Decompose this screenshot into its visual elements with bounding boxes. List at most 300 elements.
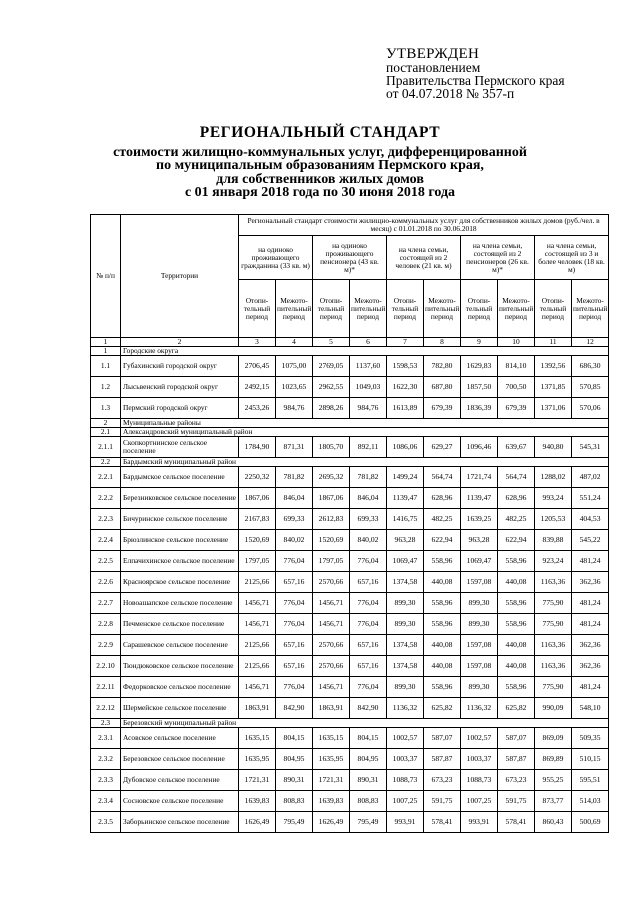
table-body (91, 347, 609, 833)
section-title: Бардымский муниципальный район (121, 458, 609, 467)
header-heating: Отопи-тельный период (461, 280, 498, 338)
row-code: 2.2.1 (91, 467, 121, 488)
territory-name: Бардымское сельское поселение (121, 467, 239, 488)
column-index: 5 (313, 338, 350, 347)
value-cell: 1139,47 (387, 488, 424, 509)
value-cell: 840,02 (276, 530, 313, 551)
row-code: 2.3 (91, 719, 121, 728)
value-cell: 1721,31 (313, 770, 350, 791)
value-cell: 923,24 (535, 551, 572, 572)
value-cell: 1635,95 (239, 749, 276, 770)
value-cell: 1456,71 (239, 677, 276, 698)
row-code: 1 (91, 347, 121, 356)
value-cell: 1598,53 (387, 356, 424, 377)
value-cell: 558,96 (498, 593, 535, 614)
value-cell: 699,33 (276, 509, 313, 530)
value-cell: 673,23 (498, 770, 535, 791)
value-cell: 673,23 (424, 770, 461, 791)
value-cell: 1371,06 (535, 398, 572, 419)
territory-name: Пермский городской округ (121, 398, 239, 419)
value-cell: 440,08 (498, 635, 535, 656)
value-cell: 558,96 (498, 551, 535, 572)
territory-name: Лысьвенский городской округ (121, 377, 239, 398)
value-cell: 2453,26 (239, 398, 276, 419)
approval-stamp (386, 48, 565, 100)
section-title: Березовский муниципальный район (121, 719, 609, 728)
value-cell: 628,96 (498, 488, 535, 509)
row-code: 2.1 (91, 428, 121, 437)
value-cell: 578,41 (498, 812, 535, 833)
value-cell: 2570,66 (313, 635, 350, 656)
table-row (91, 698, 609, 719)
header-nonheating: Межото-пительный период (424, 280, 461, 338)
value-cell: 846,04 (350, 488, 387, 509)
value-cell: 1088,73 (461, 770, 498, 791)
column-index: 7 (387, 338, 424, 347)
subtitle-line-2: по муниципальным образованиям Пермского края, (156, 158, 484, 174)
value-cell: 892,11 (350, 437, 387, 458)
value-cell: 775,90 (535, 593, 572, 614)
value-cell: 481,24 (572, 593, 609, 614)
value-cell: 657,16 (276, 656, 313, 677)
value-cell: 1069,47 (387, 551, 424, 572)
value-cell: 899,30 (461, 593, 498, 614)
table-row (91, 437, 609, 458)
value-cell: 1836,39 (461, 398, 498, 419)
value-cell: 1136,32 (387, 698, 424, 719)
value-cell: 622,94 (424, 530, 461, 551)
value-cell: 899,30 (387, 593, 424, 614)
value-cell: 2962,55 (313, 377, 350, 398)
column-index: 4 (276, 338, 313, 347)
value-cell: 545,22 (572, 530, 609, 551)
table-row (91, 530, 609, 551)
value-cell: 804,95 (276, 749, 313, 770)
value-cell: 587,07 (424, 728, 461, 749)
table-row (91, 656, 609, 677)
value-cell: 1374,58 (387, 572, 424, 593)
value-cell: 514,03 (572, 791, 609, 812)
value-cell: 1857,50 (461, 377, 498, 398)
value-cell: 2898,26 (313, 398, 350, 419)
territory-name: Тюндюковское сельское поселение (121, 656, 239, 677)
table-row (91, 377, 609, 398)
value-cell: 1805,70 (313, 437, 350, 458)
value-cell: 440,08 (424, 635, 461, 656)
value-cell: 776,04 (276, 677, 313, 698)
value-cell: 1784,90 (239, 437, 276, 458)
column-index: 1 (91, 338, 121, 347)
value-cell: 776,04 (350, 614, 387, 635)
header-heating: Отопи-тельный период (387, 280, 424, 338)
column-index: 11 (535, 338, 572, 347)
value-cell: 1136,32 (461, 698, 498, 719)
value-cell: 509,35 (572, 728, 609, 749)
value-cell: 814,10 (498, 356, 535, 377)
value-cell: 362,36 (572, 656, 609, 677)
value-cell: 860,43 (535, 812, 572, 833)
value-cell: 1520,69 (313, 530, 350, 551)
value-cell: 591,75 (424, 791, 461, 812)
value-cell: 625,82 (424, 698, 461, 719)
header-nonheating: Межото-пительный период (498, 280, 535, 338)
territory-name: Дубовское сельское поселение (121, 770, 239, 791)
section-title: Городские округа (121, 347, 609, 356)
header-heating: Отопи-тельный период (535, 280, 572, 338)
value-cell: 1069,47 (461, 551, 498, 572)
value-cell: 1003,37 (461, 749, 498, 770)
value-cell: 1096,46 (461, 437, 498, 458)
value-cell: 1635,15 (239, 728, 276, 749)
value-cell: 940,80 (535, 437, 572, 458)
value-cell: 700,50 (498, 377, 535, 398)
territory-name: Елпачихинское сельское поселение (121, 551, 239, 572)
table-row (91, 509, 609, 530)
section-title: Муниципальные районы (121, 419, 609, 428)
value-cell: 2706,45 (239, 356, 276, 377)
territory-name: Федорковское сельское поселение (121, 677, 239, 698)
value-cell: 842,90 (276, 698, 313, 719)
row-code: 1.2 (91, 377, 121, 398)
value-cell: 440,08 (424, 572, 461, 593)
value-cell: 1626,49 (313, 812, 350, 833)
value-cell: 1721,74 (461, 467, 498, 488)
value-cell: 591,75 (498, 791, 535, 812)
value-cell: 625,82 (498, 698, 535, 719)
value-cell: 776,04 (350, 593, 387, 614)
row-code: 2 (91, 419, 121, 428)
value-cell: 657,16 (350, 656, 387, 677)
value-cell: 362,36 (572, 635, 609, 656)
territory-name: Заборьинское сельское поселение (121, 812, 239, 833)
value-cell: 842,90 (350, 698, 387, 719)
value-cell: 657,16 (276, 572, 313, 593)
value-cell: 1374,58 (387, 635, 424, 656)
table-row (91, 551, 609, 572)
value-cell: 1597,08 (461, 656, 498, 677)
value-cell: 873,77 (535, 791, 572, 812)
table-row (91, 812, 609, 833)
header-nonheating: Межото-пительный период (572, 280, 609, 338)
value-cell: 1597,08 (461, 572, 498, 593)
row-code: 2.2.4 (91, 530, 121, 551)
value-cell: 622,94 (498, 530, 535, 551)
value-cell: 404,53 (572, 509, 609, 530)
value-cell: 1613,89 (387, 398, 424, 419)
value-cell: 846,04 (276, 488, 313, 509)
header-heating: Отопи-тельный период (239, 280, 276, 338)
standards-table (90, 214, 609, 833)
header-number: № п/п (91, 215, 121, 338)
row-code: 2.3.3 (91, 770, 121, 791)
value-cell: 795,49 (276, 812, 313, 833)
subtitle-line-1: стоимости жилищно-коммунальных услуг, дифференцированной (113, 145, 527, 160)
section-title: Александровский муниципальный район (121, 428, 609, 437)
value-cell: 1863,91 (313, 698, 350, 719)
value-cell: 481,24 (572, 677, 609, 698)
value-cell: 1205,53 (535, 509, 572, 530)
value-cell: 679,39 (424, 398, 461, 419)
value-cell: 481,24 (572, 551, 609, 572)
territory-name: Губахинский городской округ (121, 356, 239, 377)
table-row (91, 572, 609, 593)
value-cell: 2125,66 (239, 572, 276, 593)
value-cell: 795,49 (350, 812, 387, 833)
value-cell: 1139,47 (461, 488, 498, 509)
territory-name: Бичуринское сельское поселение (121, 509, 239, 530)
value-cell: 1456,71 (313, 593, 350, 614)
territory-name: Шермейское сельское поселение (121, 698, 239, 719)
value-cell: 869,09 (535, 728, 572, 749)
value-cell: 1002,57 (387, 728, 424, 749)
header-territory: Территории (121, 215, 239, 338)
value-cell: 776,04 (276, 551, 313, 572)
value-cell: 558,96 (424, 551, 461, 572)
value-cell: 899,30 (387, 614, 424, 635)
value-cell: 487,02 (572, 467, 609, 488)
value-cell: 955,25 (535, 770, 572, 791)
territory-name: Березниковское сельское поселение (121, 488, 239, 509)
value-cell: 984,76 (276, 398, 313, 419)
value-cell: 781,82 (350, 467, 387, 488)
value-cell: 362,36 (572, 572, 609, 593)
value-cell: 558,96 (498, 614, 535, 635)
value-cell: 899,30 (461, 677, 498, 698)
header-group-title: Региональный стандарт стоимости жилищно-коммунальных услуг для собственников жилых домов (руб./чел. в месяц) с 01.01.2018 по 30.06.2018 (239, 215, 609, 236)
table-row (91, 593, 609, 614)
approval-line-2: постановлением (386, 60, 481, 75)
value-cell: 564,74 (424, 467, 461, 488)
value-cell: 2167,83 (239, 509, 276, 530)
value-cell: 440,08 (498, 656, 535, 677)
value-cell: 558,96 (424, 593, 461, 614)
value-cell: 558,96 (424, 614, 461, 635)
table-row (91, 749, 609, 770)
value-cell: 1639,83 (313, 791, 350, 812)
value-cell: 1639,83 (239, 791, 276, 812)
value-cell: 482,25 (498, 509, 535, 530)
row-code: 2.1.1 (91, 437, 121, 458)
header-group: на члена семьи, состоящей из 2 человек (21 кв. м) (387, 236, 461, 280)
row-code: 2.3.2 (91, 749, 121, 770)
section-row (91, 428, 609, 437)
value-cell: 1797,05 (239, 551, 276, 572)
value-cell: 890,31 (276, 770, 313, 791)
value-cell: 1520,69 (239, 530, 276, 551)
value-cell: 1003,37 (387, 749, 424, 770)
document-subtitle (40, 146, 600, 199)
value-cell: 1629,83 (461, 356, 498, 377)
row-code: 2.3.1 (91, 728, 121, 749)
table-row (91, 677, 609, 698)
value-cell: 990,09 (535, 698, 572, 719)
value-cell: 1088,73 (387, 770, 424, 791)
row-code: 2.2.2 (91, 488, 121, 509)
value-cell: 587,87 (424, 749, 461, 770)
value-cell: 551,24 (572, 488, 609, 509)
value-cell: 840,02 (350, 530, 387, 551)
value-cell: 440,08 (498, 572, 535, 593)
header-group: на одиноко проживающего гражданина (33 кв. м) (239, 236, 313, 280)
value-cell: 808,83 (350, 791, 387, 812)
value-cell: 1626,49 (239, 812, 276, 833)
header-heating: Отопи-тельный период (313, 280, 350, 338)
value-cell: 2612,83 (313, 509, 350, 530)
row-code: 2.2.10 (91, 656, 121, 677)
table-row (91, 728, 609, 749)
column-index: 6 (350, 338, 387, 347)
value-cell: 776,04 (350, 677, 387, 698)
value-cell: 1456,71 (239, 614, 276, 635)
value-cell: 1456,71 (313, 614, 350, 635)
header-nonheating: Межото-пительный период (350, 280, 387, 338)
value-cell: 628,96 (424, 488, 461, 509)
territory-name: Скопкортнинское сельское поселение (121, 437, 239, 458)
value-cell: 657,16 (276, 635, 313, 656)
value-cell: 570,85 (572, 377, 609, 398)
subtitle-line-3: для собственников жилых домов (216, 171, 424, 187)
value-cell: 639,67 (498, 437, 535, 458)
header-group: на члена семьи, состоящей из 2 пенсионеров (26 кв. м)* (461, 236, 535, 280)
value-cell: 2570,66 (313, 572, 350, 593)
table-row (91, 467, 609, 488)
value-cell: 984,76 (350, 398, 387, 419)
territory-name: Печменское сельское поселение (121, 614, 239, 635)
section-row (91, 347, 609, 356)
header-group: на одиноко проживающего пенсионера (43 кв. м)* (313, 236, 387, 280)
column-index: 3 (239, 338, 276, 347)
value-cell: 871,31 (276, 437, 313, 458)
value-cell: 1867,06 (313, 488, 350, 509)
approval-title: УТВЕРЖДЕН (386, 46, 480, 62)
value-cell: 1137,60 (350, 356, 387, 377)
row-code: 2.3.5 (91, 812, 121, 833)
row-code: 2.2 (91, 458, 121, 467)
value-cell: 899,30 (461, 614, 498, 635)
row-code: 2.2.11 (91, 677, 121, 698)
value-cell: 699,33 (350, 509, 387, 530)
value-cell: 1392,56 (535, 356, 572, 377)
value-cell: 1371,85 (535, 377, 572, 398)
table-row (91, 356, 609, 377)
value-cell: 1023,65 (276, 377, 313, 398)
row-code: 2.2.7 (91, 593, 121, 614)
value-cell: 993,91 (387, 812, 424, 833)
value-cell: 1049,03 (350, 377, 387, 398)
value-cell: 657,16 (350, 572, 387, 593)
value-cell: 558,96 (424, 677, 461, 698)
value-cell: 578,41 (424, 812, 461, 833)
value-cell: 1867,06 (239, 488, 276, 509)
value-cell: 869,89 (535, 749, 572, 770)
territory-name: Асовское сельское поселение (121, 728, 239, 749)
value-cell: 564,74 (498, 467, 535, 488)
value-cell: 2125,66 (239, 635, 276, 656)
value-cell: 775,90 (535, 677, 572, 698)
value-cell: 657,16 (350, 635, 387, 656)
row-code: 1.1 (91, 356, 121, 377)
value-cell: 804,15 (276, 728, 313, 749)
value-cell: 776,04 (350, 551, 387, 572)
value-cell: 1007,25 (461, 791, 498, 812)
header-nonheating: Межото-пительный период (276, 280, 313, 338)
document-title: РЕГИОНАЛЬНЫЙ СТАНДАРТ (199, 124, 441, 141)
value-cell: 1416,75 (387, 509, 424, 530)
value-cell: 570,06 (572, 398, 609, 419)
value-cell: 899,30 (387, 677, 424, 698)
value-cell: 804,15 (350, 728, 387, 749)
territory-name: Красноярское сельское поселение (121, 572, 239, 593)
column-index: 8 (424, 338, 461, 347)
value-cell: 890,31 (350, 770, 387, 791)
row-code: 2.2.6 (91, 572, 121, 593)
value-cell: 629,27 (424, 437, 461, 458)
value-cell: 1086,06 (387, 437, 424, 458)
row-code: 2.2.8 (91, 614, 121, 635)
value-cell: 510,15 (572, 749, 609, 770)
territory-name: Сосновское сельское поселение (121, 791, 239, 812)
value-cell: 1374,58 (387, 656, 424, 677)
row-code: 2.2.5 (91, 551, 121, 572)
value-cell: 1622,30 (387, 377, 424, 398)
value-cell: 804,95 (350, 749, 387, 770)
value-cell: 1597,08 (461, 635, 498, 656)
table-row (91, 398, 609, 419)
value-cell: 481,24 (572, 614, 609, 635)
table-row (91, 770, 609, 791)
row-code: 2.2.9 (91, 635, 121, 656)
value-cell: 2125,66 (239, 656, 276, 677)
value-cell: 776,04 (276, 593, 313, 614)
table-row (91, 635, 609, 656)
value-cell: 686,30 (572, 356, 609, 377)
value-cell: 2570,66 (313, 656, 350, 677)
value-cell: 1075,00 (276, 356, 313, 377)
value-cell: 1007,25 (387, 791, 424, 812)
value-cell: 1002,57 (461, 728, 498, 749)
value-cell: 548,10 (572, 698, 609, 719)
value-cell: 993,91 (461, 812, 498, 833)
value-cell: 1635,95 (313, 749, 350, 770)
value-cell: 558,96 (498, 677, 535, 698)
territory-name: Новоашапское сельское поселение (121, 593, 239, 614)
value-cell: 1863,91 (239, 698, 276, 719)
value-cell: 2695,32 (313, 467, 350, 488)
value-cell: 1163,36 (535, 572, 572, 593)
value-cell: 1639,25 (461, 509, 498, 530)
table-row (91, 614, 609, 635)
section-row (91, 719, 609, 728)
value-cell: 993,24 (535, 488, 572, 509)
column-index: 9 (461, 338, 498, 347)
value-cell: 440,08 (424, 656, 461, 677)
value-cell: 500,69 (572, 812, 609, 833)
value-cell: 687,80 (424, 377, 461, 398)
value-cell: 1163,36 (535, 635, 572, 656)
value-cell: 1456,71 (239, 593, 276, 614)
value-cell: 587,87 (498, 749, 535, 770)
table-row (91, 791, 609, 812)
value-cell: 587,07 (498, 728, 535, 749)
value-cell: 963,28 (461, 530, 498, 551)
value-cell: 839,88 (535, 530, 572, 551)
value-cell: 1456,71 (313, 677, 350, 698)
value-cell: 1635,15 (313, 728, 350, 749)
section-row (91, 458, 609, 467)
value-cell: 679,39 (498, 398, 535, 419)
row-code: 2.2.3 (91, 509, 121, 530)
value-cell: 1499,24 (387, 467, 424, 488)
